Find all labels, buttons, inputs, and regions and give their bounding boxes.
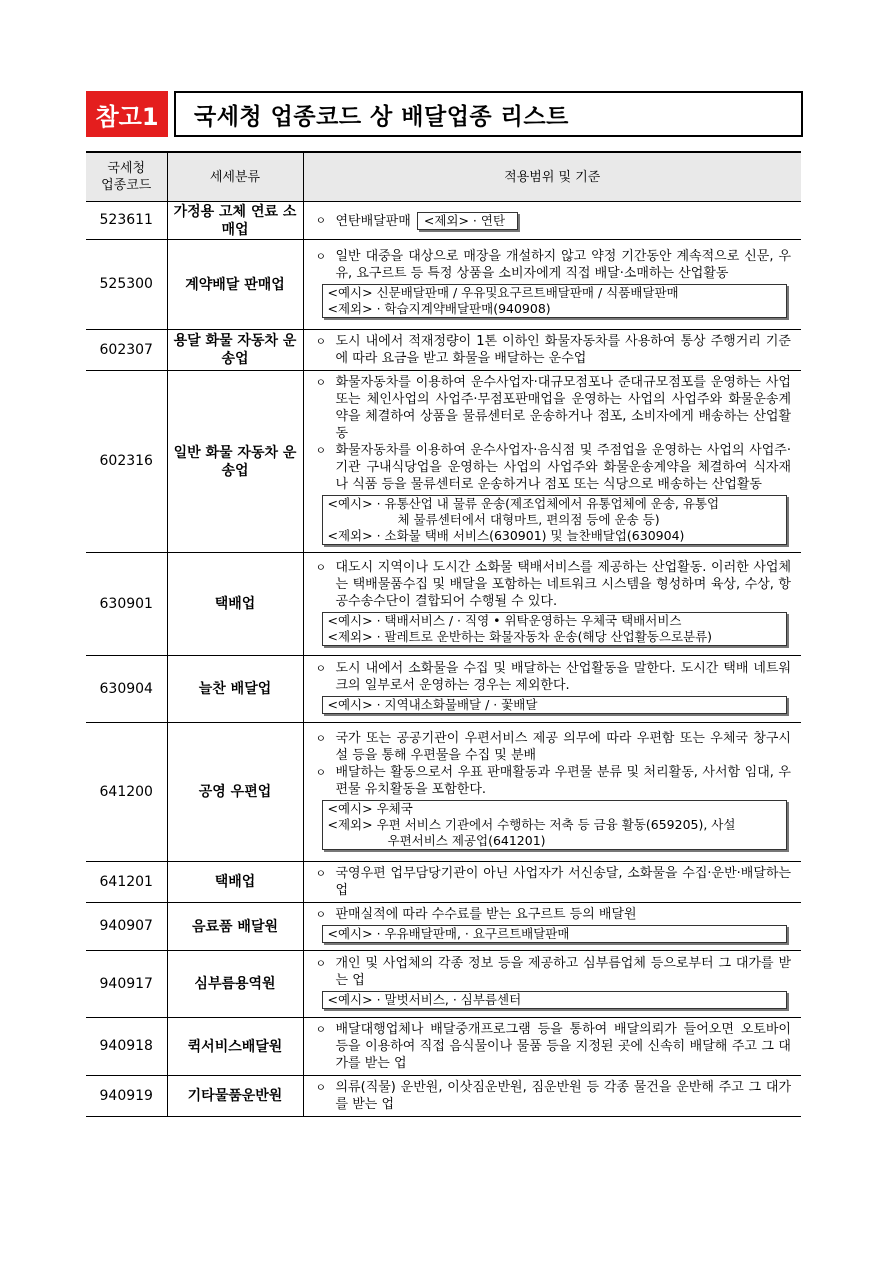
example-exclusion-box	[322, 612, 788, 646]
industry-code: 940918	[86, 1018, 167, 1076]
scope-bullet-text: 국영우편 업무담당기관이 아닌 사업자가 서신송달, 소화물을 수집·운반·배달하는 업	[335, 866, 791, 898]
box-line: <제외> · 학습지계약배달판매(940908)	[327, 300, 551, 316]
box-line: 우편서비스 제공업(641201)	[387, 833, 546, 848]
industry-code: 641201	[86, 862, 167, 903]
scope-bullet	[314, 559, 792, 610]
box-line: <제외> · 팔레트로 운반하는 화물자동차 운송(해당 산업활동으로분류)	[327, 628, 713, 644]
example-exclusion-box	[322, 800, 788, 850]
box-line: <예시> · 우유배달판매, · 요구르트배달판매	[327, 926, 570, 941]
industry-name: 기타물품운반원	[167, 1076, 303, 1117]
scope-criteria	[303, 1018, 801, 1076]
industry-name: 택배업	[167, 862, 303, 903]
box-line: <예시> 우체국	[327, 801, 413, 816]
scope-bullet-text: 배달대행업체나 배달중개프로그램 등을 통하여 배달의뢰가 들어오면 오토바이 등을 이용하여 직접 음식물이나 물품 등을 지정된 곳에 신속히 배달해 주고 그 대가를 받는 업	[335, 1022, 791, 1071]
scope-bullet-text: 배달하는 활동으로서 우표 판매활동과 우편물 분류 및 처리활동, 사서함 임대, 우편물 유치활동을 포함한다.	[335, 765, 791, 797]
scope-bullet	[314, 906, 792, 923]
industry-name: 음료품 배달원	[167, 903, 303, 951]
table-row	[86, 951, 801, 1018]
industry-code: 940917	[86, 951, 167, 1018]
box-line: <예시> · 택배서비스 / · 직영 • 위탁운영하는 우체국 택배서비스	[327, 612, 682, 628]
scope-bullet-text: 화물자동차를 이용하여 운수사업자·음식점 및 주점업을 운영하는 사업의 사업주·기관 구내식당업을 운영하는 사업의 사업주와 화물운송계약을 체결하여 식자재나 식품 등을 물류센터로 운송하거나 점포 또는 식당으로 배송하는 산업활동	[335, 443, 791, 492]
table-row	[86, 862, 801, 903]
scope-bullet	[314, 212, 792, 230]
table-row	[86, 1018, 801, 1076]
scope-criteria	[303, 862, 801, 903]
table-header-row	[86, 152, 801, 202]
industry-code: 641200	[86, 723, 167, 862]
box-line: <예시> · 말벗서비스, · 심부름센터	[327, 992, 522, 1007]
scope-bullet-text: 개인 및 사업체의 각종 정보 등을 제공하고 심부름업체 등으로부터 그 대가를 받는 업	[335, 956, 791, 988]
industry-code: 630901	[86, 553, 167, 656]
scope-bullet-text: 도시 내에서 적재정량이 1톤 이하인 화물자동차를 사용하여 통상 주행거리 기준에 따라 요금을 받고 화물을 배달하는 운수업	[335, 334, 791, 366]
title-bar	[86, 91, 803, 137]
example-exclusion-box	[322, 495, 788, 545]
scope-criteria	[303, 656, 801, 723]
industry-name: 용달 화물 자동차 운송업	[167, 330, 303, 371]
industry-code: 940907	[86, 903, 167, 951]
scope-bullet-text: 일반 대중을 대상으로 매장을 개설하지 않고 약정 기간동안 계속적으로 신문, 우유, 요구르트 등 특정 상품을 소비자에게 직접 배달·소매하는 산업활동	[335, 248, 791, 281]
scope-bullet	[314, 374, 792, 442]
industry-name: 늘찬 배달업	[167, 656, 303, 723]
industry-name: 계약배달 판매업	[167, 240, 303, 330]
scope-bullet-text: 판매실적에 따라 수수료를 받는 요구르트 등의 배달원	[335, 907, 637, 922]
industry-code: 525300	[86, 240, 167, 330]
scope-bullet-text: 연탄배달판매	[335, 213, 411, 229]
scope-bullet-text: 도시 내에서 소화물을 수집 및 배달하는 산업활동을 말한다. 도시간 택배 네트워크의 일부로서 운영하는 경우는 제외한다.	[335, 661, 791, 693]
scope-bullet-text: 국가 또는 공공기관이 우편서비스 제공 의무에 따라 우편함 또는 우체국 창구시설 등을 통해 우편물을 수집 및 분배	[335, 731, 791, 763]
scope-bullet	[314, 1079, 792, 1113]
industry-code: 630904	[86, 656, 167, 723]
scope-bullet-text: 화물자동차를 이용하여 운수사업자·대규모점포나 준대규모점포를 운영하는 사업 또는 체인사업의 사업주·무점포판매업을 운영하는 사업의 사업주와 화물운송계약을 체결하여 상품을 물류센터로 운송하거나 점포, 소비자에게 배송하는 산업활동	[335, 375, 791, 441]
table-row	[86, 202, 801, 240]
industry-code: 523611	[86, 202, 167, 240]
table-row	[86, 553, 801, 656]
scope-bullet	[314, 660, 792, 694]
table-row	[86, 330, 801, 371]
scope-bullet	[314, 1021, 792, 1072]
scope-criteria	[303, 371, 801, 553]
scope-bullet	[314, 865, 792, 899]
scope-criteria	[303, 951, 801, 1018]
scope-criteria	[303, 202, 801, 240]
industry-name: 심부름용역원	[167, 951, 303, 1018]
industry-name: 가정용 고체 연료 소매업	[167, 202, 303, 240]
industry-code: 602307	[86, 330, 167, 371]
scope-criteria	[303, 723, 801, 862]
table-row	[86, 240, 801, 330]
box-line: <예시> 신문배달판매 / 우유및요구르트배달판매 / 식품배달판매	[327, 284, 679, 300]
industry-code: 940919	[86, 1076, 167, 1117]
scope-bullet	[314, 764, 792, 798]
delivery-industry-table	[86, 151, 801, 1117]
industry-name: 퀵서비스배달원	[167, 1018, 303, 1076]
box-line: <예시> · 유통산업 내 물류 운송(제조업체에서 유통업체에 운송, 유통업	[327, 496, 720, 511]
table-row	[86, 656, 801, 723]
table-row	[86, 371, 801, 553]
header-scope: 적용범위 및 기준	[303, 152, 801, 202]
example-exclusion-box	[322, 991, 788, 1009]
scope-criteria	[303, 903, 801, 951]
box-line: <제외> 우편 서비스 기관에서 수행하는 저축 등 금융 활동(659205), 사설	[327, 817, 736, 832]
table-row	[86, 723, 801, 862]
scope-bullet	[314, 442, 792, 493]
industry-name: 일반 화물 자동차 운송업	[167, 371, 303, 553]
scope-bullet-text: 의류(직물) 운반원, 이삿짐운반원, 짐운반원 등 각종 물건을 운반해 주고 그 대가를 받는 업	[335, 1080, 791, 1112]
reference-badge: 참고1	[86, 91, 168, 137]
exclusion-box: <제외> · 연탄	[417, 212, 518, 230]
page-title: 국세청 업종코드 상 배달업종 리스트	[174, 91, 803, 137]
example-exclusion-box	[322, 925, 788, 943]
table-row	[86, 1076, 801, 1117]
scope-bullet	[314, 248, 792, 282]
scope-bullet	[314, 730, 792, 764]
box-line: <제외> · 소화물 택배 서비스(630901) 및 늘찬배달업(630904)	[327, 528, 685, 543]
example-exclusion-box	[322, 284, 788, 318]
scope-bullet-text: 대도시 지역이나 도시간 소화물 택배서비스를 제공하는 산업활동. 이러한 사업체는 택배물품수집 및 배달을 포함하는 네트워크 시스템을 형성하며 육상, 수상, 항공수송수단이 결합되어 수행될 수 있다.	[335, 559, 791, 609]
header-name: 세세분류	[167, 152, 303, 202]
scope-criteria	[303, 553, 801, 656]
table-row	[86, 903, 801, 951]
box-line: <예시> · 지역내소화물배달 / · 꽃배달	[327, 697, 538, 712]
industry-name: 공영 우편업	[167, 723, 303, 862]
scope-bullet	[314, 955, 792, 989]
industry-code: 602316	[86, 371, 167, 553]
scope-criteria	[303, 330, 801, 371]
example-exclusion-box	[322, 696, 788, 714]
scope-bullet	[314, 333, 792, 367]
industry-name: 택배업	[167, 553, 303, 656]
header-code: 국세청 업종코드	[86, 152, 167, 202]
scope-criteria	[303, 240, 801, 330]
box-line: 체 물류센터에서 대형마트, 편의점 등에 운송 등)	[397, 512, 660, 527]
scope-criteria	[303, 1076, 801, 1117]
